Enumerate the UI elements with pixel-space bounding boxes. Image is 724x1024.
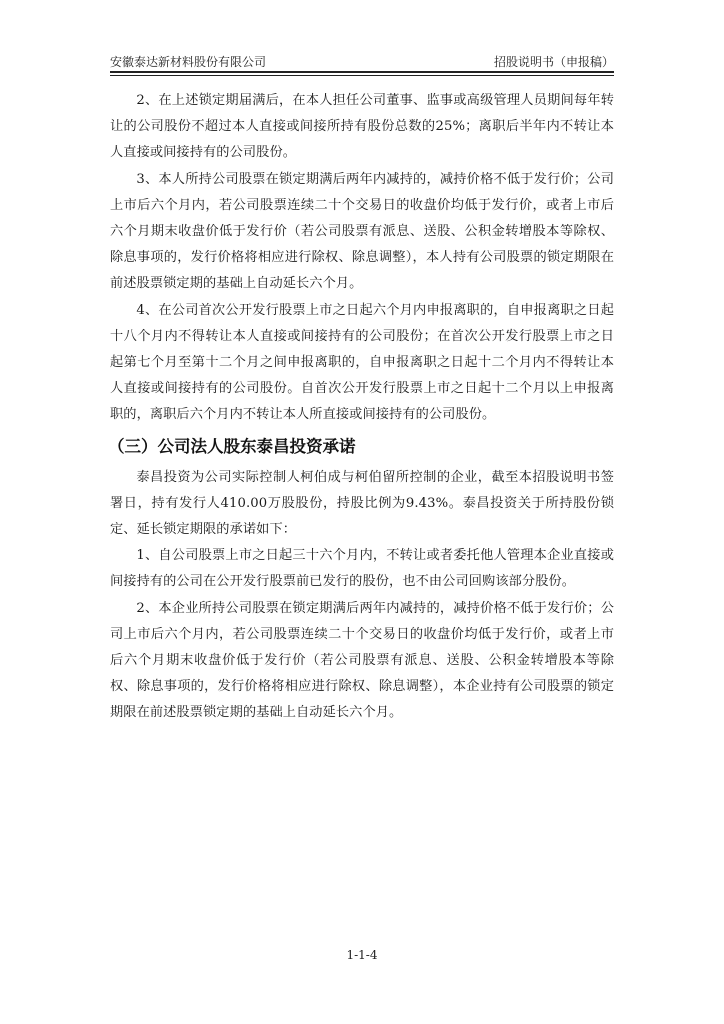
section-clause-2: 2、本企业所持公司股票在锁定期满后两年内减持的，减持价格不低于发行价；公司上市后六个月内，若公司股票连续二十个交易日的收盘价均低于发行价，或者上市后六个月期末收盘价低于发行价（若公司股票有派息、送股、公积金转增股本等除权、除息事项的，发行价格将相应进行除权、除息调整），本企业持有公司股票的锁定期限在前述股票锁定期的基础上自动延长六个月。 [110, 600, 614, 721]
page-body [110, 88, 614, 727]
paragraph-clause-4: 4、在公司首次公开发行股票上市之日起六个月内申报离职的，自申报离职之日起十八个月内不得转让本人直接或间接持有的公司股份；在首次公开发行股票上市之日起第七个月至第十二个月之间申报离职的，自申报离职之日起十二个月内不得转让本人直接或间接持有的公司股份。自首次公开发行股票上市之日起十二个月以上申报离职的，离职后六个月内不转让本人所直接或间接持有的公司股份。 [110, 302, 614, 423]
header-company-name: 安徽泰达新材料股份有限公司 [110, 55, 267, 69]
paragraph-clause-3: 3、本人所持公司股票在锁定期满后两年内减持的，减持价格不低于发行价；公司上市后六个月内，若公司股票连续二十个交易日的收盘价均低于发行价，或者上市后六个月期末收盘价低于发行价（若公司股票有派息、送股、公积金转增股本等除权、除息事项的，发行价格将相应进行除权、除息调整），本人持有公司股票的锁定期限在前述股票锁定期的基础上自动延长六个月。 [110, 171, 614, 292]
paragraph-clause-2: 2、在上述锁定期届满后，在本人担任公司董事、监事或高级管理人员期间每年转让的公司股份不超过本人直接或间接所持有股份总数的25%；离职后半年内不转让本人直接或间接持有的公司股份。 [110, 93, 614, 161]
section-intro-paragraph: 泰昌投资为公司实际控制人柯伯成与柯伯留所控制的企业，截至本招股说明书签署日，持有发行人410.00万股股份，持股比例为9.43%。泰昌投资关于所持股份锁定、延长锁定期限的承诺如下： [110, 469, 614, 538]
page-header [110, 50, 614, 70]
page-number: 1-1-4 [346, 948, 378, 962]
header-divider-thick [110, 71, 614, 73]
header-document-title: 招股说明书（申报稿） [493, 55, 614, 69]
section-clause-1: 1、自公司股票上市之日起三十六个月内，不转让或者委托他人管理本企业直接或间接持有的公司在公开发行股票前已发行的股份，也不由公司回购该部分股份。 [110, 548, 614, 590]
section-heading: （三）公司法人股东泰昌投资承诺 [108, 436, 356, 456]
header-divider-thin [110, 75, 614, 76]
